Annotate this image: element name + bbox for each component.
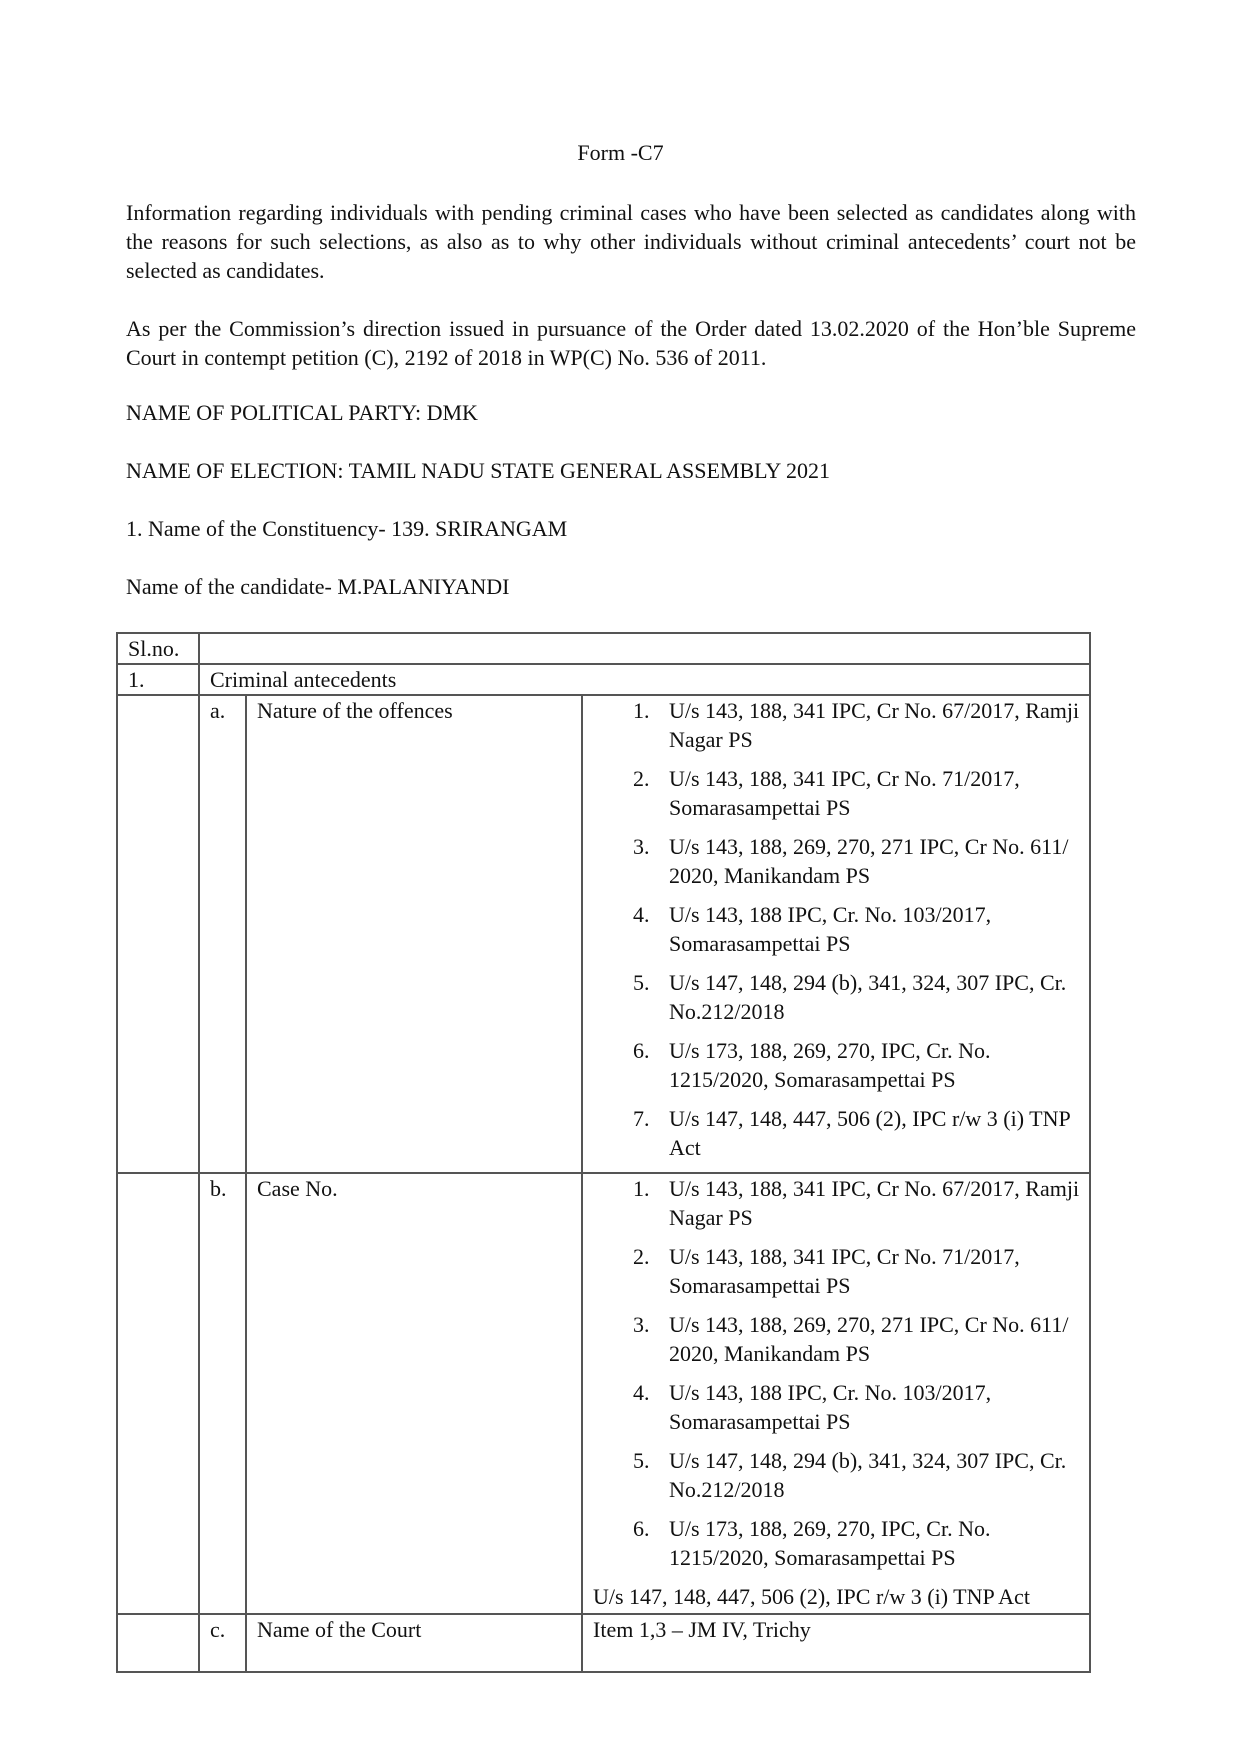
case-list-item bbox=[593, 1104, 1089, 1162]
case-list-item bbox=[593, 1174, 1089, 1232]
item-text: U/s 147, 148, 447, 506 (2), IPC r/w 3 (i) TNP Act bbox=[669, 1106, 1070, 1160]
case-no-cell bbox=[582, 1173, 1090, 1614]
case-list-item bbox=[593, 900, 1089, 958]
item-text: U/s 143, 188, 341 IPC, Cr No. 67/2017, Ramji Nagar PS bbox=[669, 698, 1080, 752]
constituency-line: 1. Name of the Constituency- 139. SRIRANGAM bbox=[126, 516, 568, 541]
offences-cell bbox=[582, 695, 1090, 1173]
item-number: 6. bbox=[633, 1516, 650, 1541]
item-number: 2. bbox=[633, 766, 650, 791]
intro-paragraph: Information regarding individuals with pending criminal cases who have been selected as candidates along with the reasons for such selections, as also as to why other individuals without criminal antecedents’ court not be selected as candidates. bbox=[126, 200, 1136, 283]
case-list-item bbox=[593, 764, 1089, 822]
table-row-court bbox=[117, 1614, 1090, 1672]
item-number: 3. bbox=[633, 834, 650, 859]
case-no-extra: U/s 147, 148, 447, 506 (2), IPC r/w 3 (i) TNP Act bbox=[593, 1584, 1030, 1609]
item-text: U/s 147, 148, 294 (b), 341, 324, 307 IPC, Cr. No.212/2018 bbox=[669, 1448, 1067, 1502]
party-line: NAME OF POLITICAL PARTY: DMK bbox=[126, 400, 478, 425]
table-header-row bbox=[117, 633, 1090, 664]
empty-cell bbox=[117, 695, 199, 1173]
item-text: U/s 173, 188, 269, 270, IPC, Cr. No. 1215/2020, Somarasampettai PS bbox=[669, 1038, 991, 1092]
case-list-item bbox=[593, 696, 1089, 754]
item-number: 5. bbox=[633, 1448, 650, 1473]
case-list-item bbox=[593, 1378, 1089, 1436]
section-label: Criminal antecedents bbox=[199, 664, 1090, 695]
header-blank-cell bbox=[199, 633, 1090, 664]
section-number: 1. bbox=[117, 664, 199, 695]
court-value: Item 1,3 – JM IV, Trichy bbox=[582, 1614, 1090, 1672]
row-label: Name of the Court bbox=[246, 1614, 582, 1672]
item-number: 4. bbox=[633, 1380, 650, 1405]
table-row-nature-of-offences bbox=[117, 695, 1090, 1173]
item-number: 1. bbox=[633, 1176, 650, 1201]
offences-list bbox=[593, 696, 1089, 1162]
case-list-item bbox=[593, 1310, 1089, 1368]
row-label: Case No. bbox=[246, 1173, 582, 1614]
row-letter: b. bbox=[199, 1173, 246, 1614]
item-number: 7. bbox=[633, 1106, 650, 1131]
item-text: U/s 173, 188, 269, 270, IPC, Cr. No. 1215/2020, Somarasampettai PS bbox=[669, 1516, 991, 1570]
table-row-case-no bbox=[117, 1173, 1090, 1614]
item-text: U/s 143, 188 IPC, Cr. No. 103/2017, Somarasampettai PS bbox=[669, 1380, 992, 1434]
case-list-item bbox=[593, 1036, 1089, 1094]
election-line: NAME OF ELECTION: TAMIL NADU STATE GENERAL ASSEMBLY 2021 bbox=[126, 458, 830, 483]
item-text: U/s 143, 188 IPC, Cr. No. 103/2017, Somarasampettai PS bbox=[669, 902, 992, 956]
item-number: 4. bbox=[633, 902, 650, 927]
case-list-item bbox=[593, 832, 1089, 890]
item-number: 2. bbox=[633, 1244, 650, 1269]
item-number: 1. bbox=[633, 698, 650, 723]
item-text: U/s 147, 148, 294 (b), 341, 324, 307 IPC, Cr. No.212/2018 bbox=[669, 970, 1067, 1024]
criminal-antecedents-table bbox=[116, 632, 1091, 1673]
item-text: U/s 143, 188, 341 IPC, Cr No. 71/2017, Somarasampettai PS bbox=[669, 766, 1020, 820]
row-label: Nature of the offences bbox=[246, 695, 582, 1173]
item-text: U/s 143, 188, 341 IPC, Cr No. 71/2017, Somarasampettai PS bbox=[669, 1244, 1020, 1298]
item-number: 3. bbox=[633, 1312, 650, 1337]
item-text: U/s 143, 188, 269, 270, 271 IPC, Cr No. 611/ 2020, Manikandam PS bbox=[669, 834, 1069, 888]
empty-cell bbox=[117, 1173, 199, 1614]
item-number: 5. bbox=[633, 970, 650, 995]
candidate-line: Name of the candidate- M.PALANIYANDI bbox=[126, 574, 510, 599]
case-list-item bbox=[593, 968, 1089, 1026]
slno-header: Sl.no. bbox=[117, 633, 199, 664]
form-title: Form -C7 bbox=[577, 140, 664, 165]
item-text: U/s 143, 188, 341 IPC, Cr No. 67/2017, Ramji Nagar PS bbox=[669, 1176, 1080, 1230]
item-text: U/s 143, 188, 269, 270, 271 IPC, Cr No. 611/ 2020, Manikandam PS bbox=[669, 1312, 1069, 1366]
case-list-item bbox=[593, 1242, 1089, 1300]
section-row bbox=[117, 664, 1090, 695]
case-list-item bbox=[593, 1514, 1089, 1572]
case-no-list bbox=[593, 1174, 1089, 1572]
case-list-item bbox=[593, 1446, 1089, 1504]
direction-paragraph: As per the Commission’s direction issued in pursuance of the Order dated 13.02.2020 of the Hon’ble Supreme Court in contempt petition (C), 2192 of 2018 in WP(C) No. 536 of 2011. bbox=[126, 316, 1136, 370]
item-number: 6. bbox=[633, 1038, 650, 1063]
row-letter: c. bbox=[199, 1614, 246, 1672]
row-letter: a. bbox=[199, 695, 246, 1173]
empty-cell bbox=[117, 1614, 199, 1672]
